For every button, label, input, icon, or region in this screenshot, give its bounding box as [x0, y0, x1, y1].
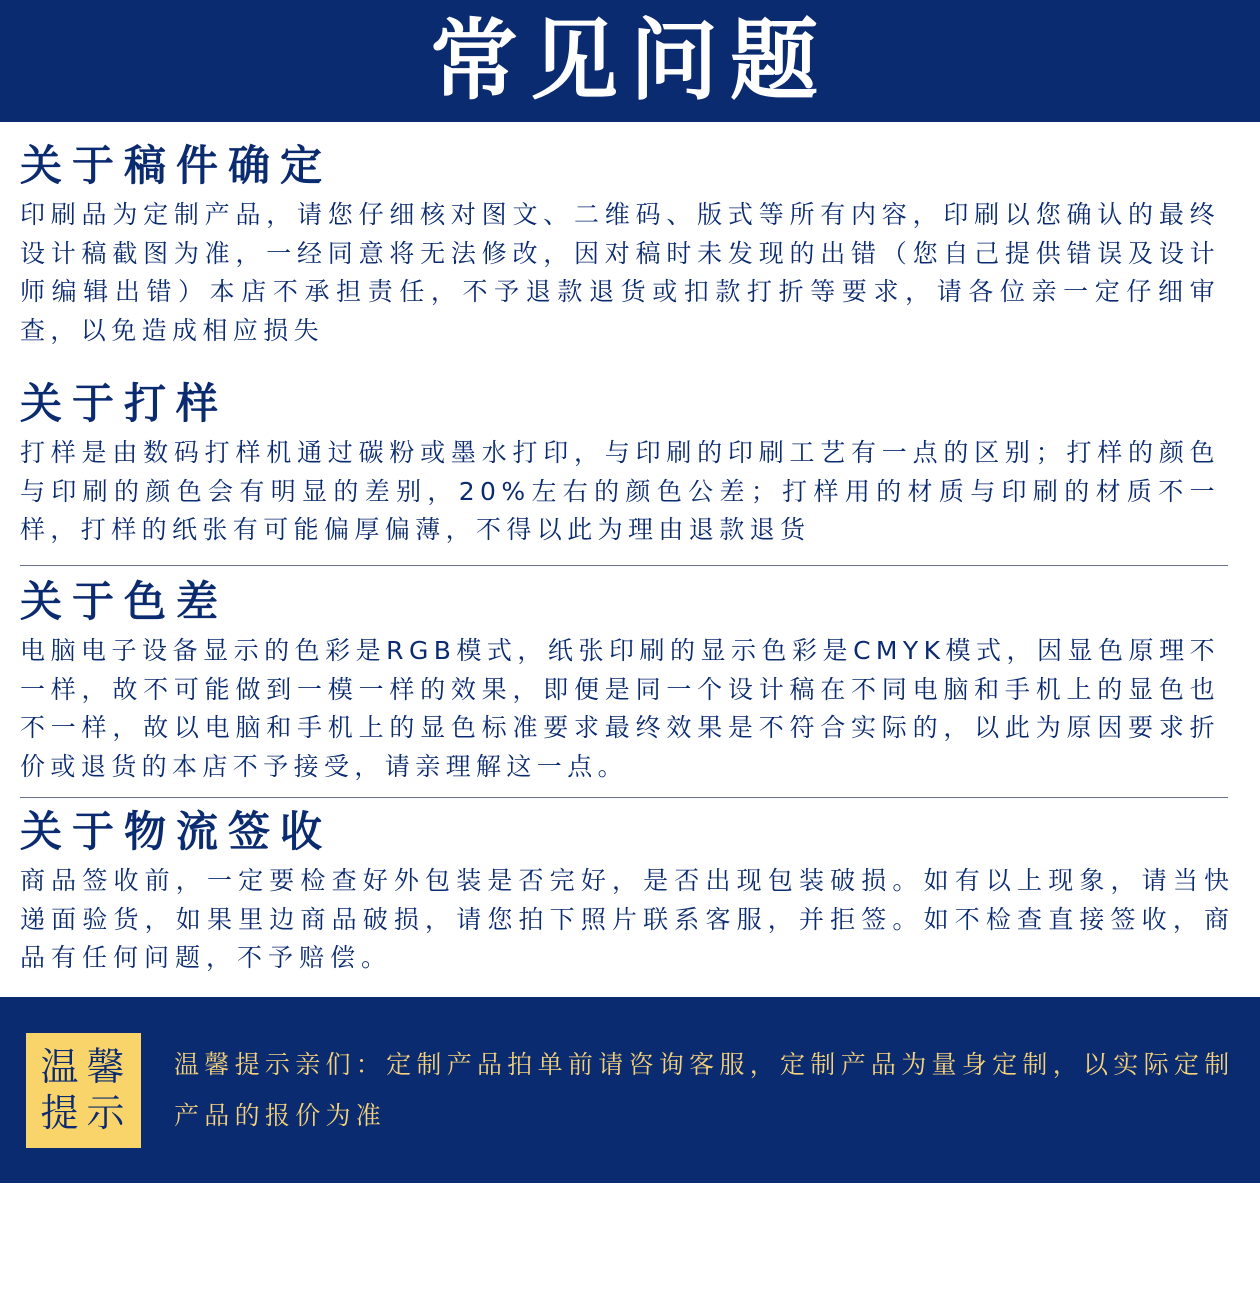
faq-section-color-difference	[20, 578, 1220, 786]
faq-section-draft-confirmation	[20, 142, 1220, 350]
section-title: 关于色差	[20, 577, 229, 626]
page-title: 常见问题	[429, 9, 830, 112]
section-title: 关于稿件确定	[20, 141, 333, 190]
tips-badge-line1: 温馨	[40, 1045, 133, 1089]
header-banner	[0, 0, 1260, 122]
section-body: 印刷品为定制产品，请您仔细核对图文、二维码、版式等所有内容，印刷以您确认的最终设计稿截图为准，一经同意将无法修改，因对稿时未发现的出错（您自己提供错误及设计师编辑出错）本店不承担责任，不予退款退货或扣款打折等要求，请各位亲一定仔细审查，以免造成相应损失	[20, 200, 1220, 345]
section-divider	[20, 565, 1228, 566]
section-body: 电脑电子设备显示的色彩是RGB模式，纸张印刷的显示色彩是CMYK模式，因显色原理不一样，故不可能做到一模一样的效果，即便是同一个设计稿在不同电脑和手机上的显色也不一样，故以电脑和手机上的显色标准要求最终效果是不符合实际的，以此为原因要求折价或退货的本店不予接受，请亲理解这一点。	[20, 636, 1220, 781]
tips-badge	[26, 1033, 141, 1148]
tips-text: 温馨提示亲们：定制产品拍单前请咨询客服，定制产品为量身定制，以实际定制产品的报价为准	[174, 1050, 1235, 1130]
faq-section-delivery-receipt	[20, 807, 1235, 978]
section-divider	[20, 797, 1228, 798]
section-body: 打样是由数码打样机通过碳粉或墨水打印，与印刷的印刷工艺有一点的区别；打样的颜色与印刷的颜色会有明显的差别，20%左右的颜色公差；打样用的材质与印刷的材质不一样，打样的纸张有可能偏厚偏薄，不得以此为理由退款退货	[20, 438, 1220, 544]
faq-section-proofing	[20, 380, 1220, 550]
tips-banner	[0, 997, 1260, 1183]
section-body: 商品签收前，一定要检查好外包装是否完好，是否出现包装破损。如有以上现象，请当快递面验货，如果里边商品破损，请您拍下照片联系客服，并拒签。如不检查直接签收，商品有任何问题，不予赔偿。	[20, 866, 1235, 972]
section-title: 关于打样	[20, 379, 229, 428]
section-title: 关于物流签收	[20, 807, 333, 856]
tips-badge-line2: 提示	[40, 1091, 133, 1135]
